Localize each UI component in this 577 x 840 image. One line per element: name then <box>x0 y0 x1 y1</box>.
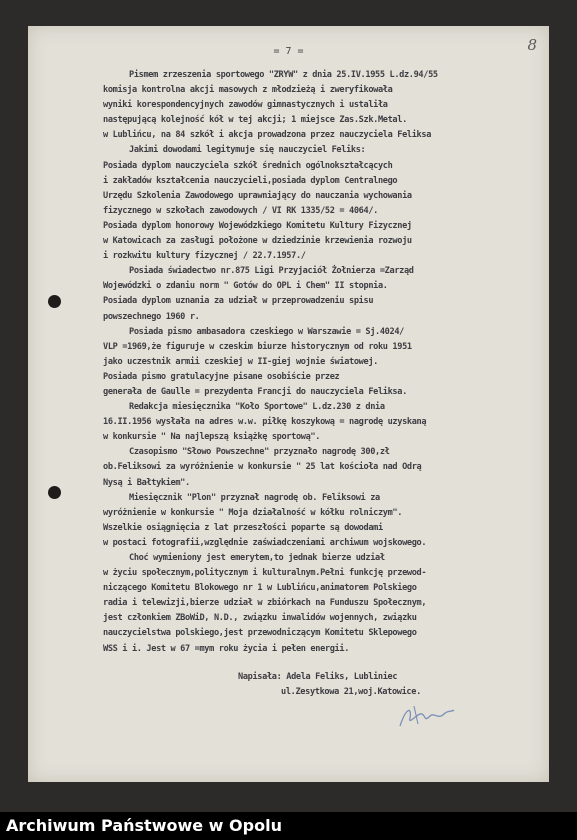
punch-hole <box>48 295 61 308</box>
text-line: następującą kolejność kół w tej akcji; 1 miejsce Zas.Szk.Metal. <box>103 115 407 126</box>
text-line: ob.Feliksowi za wyróżnienie w konkursie " 25 lat kościoła nad Odrą <box>103 462 422 473</box>
text-line: Posiada pismo gratulacyjne pisane osobiście przez <box>103 371 340 382</box>
text-line: Jakimi dowodami legitymuje się nauczyciel Feliks: <box>129 145 366 156</box>
paragraph <box>103 491 545 551</box>
paragraph <box>103 551 545 657</box>
paragraph <box>103 68 545 143</box>
text-line: Redakcja miesięcznika "Koło Sportowe" L.dz.230 z dnia <box>129 402 385 413</box>
text-line: Posiada dyplom honorowy Wojewódzkiego Komitetu Kultury Fizycznej <box>103 220 412 231</box>
text-line: Czasopismo "Słowo Powszechne" przyznało nagrodę 300,zł <box>129 447 390 458</box>
text-line: radia i telewizji,bierze udział w zbiórkach na Funduszu Społecznym, <box>103 598 427 609</box>
text-line: Pismem zrzeszenia sportowego "ZRYW" z dnia 25.IV.1955 L.dz.94/55 <box>129 70 438 80</box>
document-body <box>103 68 545 657</box>
document-page <box>28 26 549 782</box>
text-line: generała de Gaulle = prezydenta Francji do nauczyciela Feliksa. <box>103 386 407 397</box>
text-line: Posiada świadectwo nr.875 Ligi Przyjaciół Żołnierza =Zarząd <box>129 266 414 277</box>
text-line: powszechnego 1960 r. <box>103 311 200 322</box>
paragraph <box>103 400 545 445</box>
text-line: VLP =1969,że figuruje w czeskim biurze historycznym od roku 1951 <box>103 341 412 352</box>
text-line: wyróżnienie w konkursie " Moja działalność w kółku rolniczym". <box>103 507 403 518</box>
text-line: Posiada dyplom uznania za udział w przeprowadzeniu spisu <box>103 296 374 307</box>
paragraph <box>103 143 545 264</box>
text-line: jako uczestnik armii czeskiej w II-giej wojnie światowej. <box>103 356 378 367</box>
handwritten-signature-icon <box>396 702 456 732</box>
punch-hole <box>48 486 61 499</box>
archive-name: Archiwum Państwowe w Opolu <box>6 816 282 835</box>
text-line: Miesięcznik "Plon" przyznał nagrodę ob. Feliksowi za <box>129 492 380 503</box>
text-line: WSS i i. Jest w 67 =mym roku życia i pełen energii. <box>103 643 350 654</box>
text-line: Nysą i Bałtykiem". <box>103 477 190 488</box>
signature-block <box>238 670 538 700</box>
text-line: i rozkwitu kultury fizycznej / 22.7.1957./ <box>103 251 306 262</box>
text-line: w konkursie " Na najlepszą książkę sportową". <box>103 432 321 443</box>
text-line: Urzędu Szkolenia Zawodowego uprawniający do nauczania wychowania <box>103 190 412 201</box>
text-line: w postaci fotografii,względnie zaświadczeniami archiwum wojskowego. <box>103 537 427 548</box>
text-line: wyniki korespondencyjnych zawodów gimnastycznych i ustaliła <box>103 100 388 111</box>
text-line: Choć wymieniony jest emerytem,to jednak bierze udział <box>129 553 385 563</box>
page-marker: = 7 = <box>273 46 304 57</box>
text-line: Wszelkie osiągnięcia z lat przeszłości poparte są dowodami <box>103 522 383 533</box>
archive-footer <box>0 812 577 840</box>
paragraph <box>103 445 545 490</box>
text-line: 16.II.1956 wysłała na adres w.w. piłkę koszykową = nagrodę uzyskaną <box>103 417 427 428</box>
signature-line: Napisała: Adela Feliks, Lubliniec <box>238 672 398 682</box>
text-line: fizycznego w szkołach zawodowych / VI RK 1335/52 = 4064/. <box>103 205 378 216</box>
text-line: Wojewódzki o zdaniu norm " Gotów do OPL i Chem" II stopnia. <box>103 281 388 292</box>
paragraph <box>103 264 545 324</box>
text-line: w Katowicach za zasługi położone w dziedzinie krzewienia rozwoju <box>103 236 412 247</box>
text-line: w życiu społecznym,politycznym i kulturalnym.Pełni funkcję przewod- <box>103 568 427 579</box>
text-line: Posiada pismo ambasadora czeskiego w Warszawie = Sj.4024/ <box>129 326 404 337</box>
text-line: Posiada dyplom nauczyciela szkół średnich ogólnokształcących <box>103 160 393 171</box>
paragraph <box>103 325 545 400</box>
text-line: i zakładów kształcenia nauczycieli,posiada dyplom Centralnego <box>103 175 398 186</box>
text-line: komisja kontrolna akcji masowych z młodzieżą i zweryfikowała <box>103 85 393 96</box>
signature-address: ul.Zesytkowa 21,woj.Katowice. <box>281 687 421 697</box>
text-line: niczącego Komitetu Blokowego nr 1 w Lublińcu,animatorem Polskiego <box>103 583 417 594</box>
text-line: jest członkiem ZBoWiD, N.D., związku inwalidów wojennych, związku <box>103 613 417 624</box>
text-line: w Lublińcu, na 84 szkół i akcja prowadzona przez nauczyciela Feliksa <box>103 130 432 141</box>
text-line: nauczycielstwa polskiego,jest przewodniczącym Komitetu Sklepowego <box>103 628 417 639</box>
folio-number: 8 <box>527 36 537 54</box>
